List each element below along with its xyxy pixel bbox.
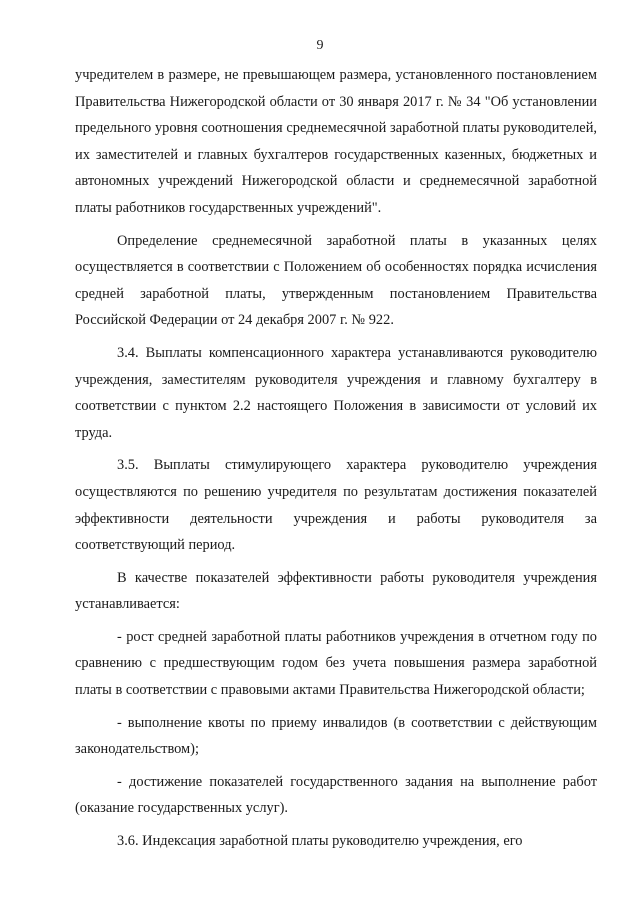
page-number: 9	[316, 38, 324, 53]
paragraph-3-6: 3.6. Индексация заработной платы руководителю учреждения, его	[117, 833, 523, 850]
paragraph-3-5: 3.5. Выплаты стимулирующего характера руководителю учреждения осуществляются по решению учредителя по результатам достижения показателей эффективности деятельности учреждения и работы руководителя за соответствующий период.	[75, 457, 597, 554]
paragraph-3-4: 3.4. Выплаты компенсационного характера устанавливаются руководителю учреждения, заместителям руководителя учреждения и главному бухгалтеру в соответствии с пунктом 2.2 настоящего Положения в зависимости от условий их труда.	[75, 344, 597, 441]
paragraph-indicators-intro: В качестве показателей эффективности работы руководителя учреждения устанавливается:	[75, 569, 597, 613]
list-item-disability-quota: - выполнение квоты по приему инвалидов (в соответствии с действующим законодательством);	[75, 714, 597, 758]
document-body	[75, 62, 597, 861]
list-item-state-task: - достижение показателей государственного задания на выполнение работ (оказание государственных услуг).	[75, 773, 597, 817]
list-item-salary-growth: - рост средней заработной платы работников учреждения в отчетном году по сравнению с предшествующим годом без учета повышения размера заработной платы в соответствии с правовыми актами Правительства Нижегородской области;	[75, 628, 597, 699]
paragraph-1: учредителем в размере, не превышающем размера, установленного постановлением Правительства Нижегородской области от 30 января 2017 г. № 34 "Об установлении предельного уровня соотношения среднемесячной заработной платы руководителей, их заместителей и главных бухгалтеров государственных казенных, бюджетных и автономных учреждений Нижегородской области и среднемесячной заработной платы работников государственных учреждений".	[75, 67, 597, 216]
paragraph-2: Определение среднемесячной заработной платы в указанных целях осуществляется в соответствии с Положением об особенностях порядка исчисления средней заработной платы, утвержденным постановлением Правительства Российской Федерации от 24 декабря 2007 г. № 922.	[75, 232, 597, 329]
